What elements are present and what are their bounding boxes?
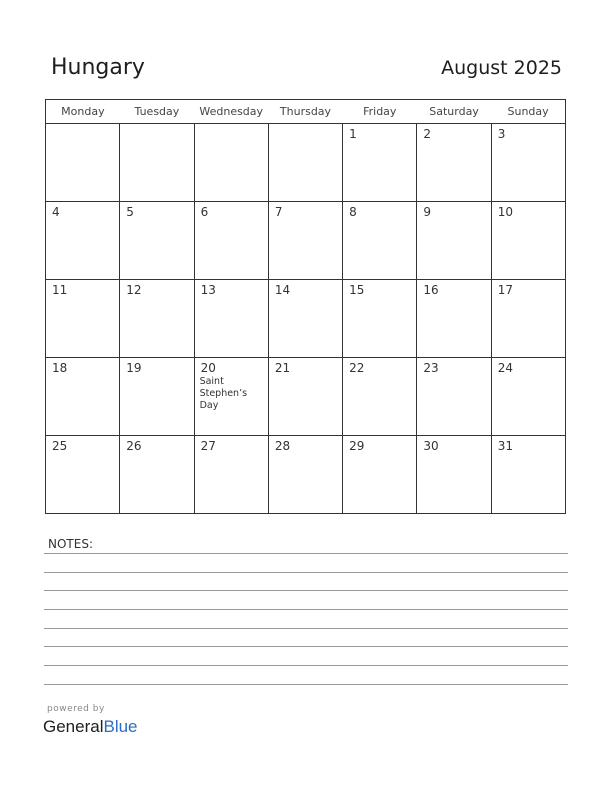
day-cell	[417, 436, 491, 514]
day-number: 10	[497, 205, 513, 219]
day-cell	[120, 436, 194, 514]
day-cell	[343, 436, 417, 514]
week-row	[46, 358, 566, 436]
day-number: 15	[349, 283, 365, 297]
day-cell	[194, 124, 268, 202]
day-number: 19	[126, 361, 142, 375]
notes-line	[44, 590, 568, 591]
day-cell	[46, 280, 120, 358]
brand-logo	[43, 717, 138, 737]
day-number: 5	[126, 205, 134, 219]
day-number: 27	[200, 439, 216, 453]
day-cell	[194, 436, 268, 514]
day-cell	[194, 358, 268, 436]
day-cell	[268, 436, 342, 514]
day-cell	[194, 202, 268, 280]
day-number: 4	[52, 205, 60, 219]
day-cell	[343, 280, 417, 358]
day-number: 21	[274, 361, 291, 375]
day-cell	[120, 280, 194, 358]
day-cell	[343, 124, 417, 202]
calendar-body	[46, 124, 566, 514]
notes-line	[44, 665, 568, 666]
day-cell	[268, 358, 342, 436]
day-cell	[491, 358, 565, 436]
notes-line	[44, 628, 568, 629]
weekday-sunday: Sunday	[491, 100, 565, 124]
holiday-label: Saint Stephen’s Day	[199, 376, 248, 411]
weekday-saturday: Saturday	[417, 100, 491, 124]
day-cell	[343, 358, 417, 436]
day-number: 3	[497, 127, 506, 141]
day-cell	[417, 280, 491, 358]
day-number: 13	[200, 283, 216, 297]
weekday-tuesday: Tuesday	[120, 100, 194, 124]
day-number: 30	[423, 439, 439, 453]
notes-line	[44, 684, 568, 685]
weekday-monday: Monday	[46, 100, 120, 124]
day-number: 7	[274, 205, 283, 219]
day-cell	[268, 202, 342, 280]
day-cell	[417, 124, 491, 202]
brand-general: General	[43, 717, 104, 736]
notes-line	[44, 553, 568, 554]
day-number: 9	[423, 205, 432, 219]
notes-line	[44, 609, 568, 610]
day-cell	[268, 280, 342, 358]
week-row	[46, 124, 566, 202]
day-cell	[194, 280, 268, 358]
day-number: 23	[423, 361, 439, 375]
day-cell	[491, 202, 565, 280]
day-number: 14	[274, 283, 291, 297]
day-number: 31	[497, 439, 513, 453]
notes-line	[44, 646, 568, 647]
day-number: 18	[52, 361, 68, 375]
day-cell	[46, 202, 120, 280]
day-cell	[268, 124, 342, 202]
day-number: 25	[52, 439, 68, 453]
day-number: 6	[200, 205, 209, 219]
day-cell	[120, 358, 194, 436]
week-row	[46, 202, 566, 280]
powered-by-text: powered by	[47, 704, 105, 714]
day-number: 2	[423, 127, 432, 141]
day-cell	[46, 124, 120, 202]
weekday-header-row	[46, 100, 566, 124]
day-number: 16	[423, 283, 439, 297]
day-cell	[343, 202, 417, 280]
weekday-thursday: Thursday	[268, 100, 342, 124]
day-number: 11	[52, 283, 68, 297]
week-row	[46, 436, 566, 514]
day-number: 24	[497, 361, 513, 375]
day-cell	[120, 202, 194, 280]
day-number: 22	[349, 361, 365, 375]
notes-label: NOTES:	[48, 537, 93, 551]
day-cell	[46, 436, 120, 514]
day-cell	[46, 358, 120, 436]
day-number: 28	[274, 439, 291, 453]
day-cell	[491, 124, 565, 202]
day-number: 26	[126, 439, 142, 453]
calendar-grid	[45, 99, 566, 514]
day-cell	[417, 358, 491, 436]
day-cell	[491, 280, 565, 358]
notes-line	[44, 572, 568, 573]
day-number: 12	[126, 283, 142, 297]
day-number: 20	[200, 361, 216, 375]
weekday-wednesday: Wednesday	[194, 100, 268, 124]
week-row	[46, 280, 566, 358]
day-cell	[491, 436, 565, 514]
brand-blue: Blue	[103, 717, 138, 736]
day-number: 1	[349, 127, 357, 141]
day-number: 29	[349, 439, 365, 453]
weekday-friday: Friday	[343, 100, 417, 124]
month-title: August 2025	[441, 57, 562, 79]
day-number: 17	[497, 283, 513, 297]
country-title: Hungary	[51, 55, 145, 80]
day-cell	[417, 202, 491, 280]
day-cell	[120, 124, 194, 202]
day-number: 8	[349, 205, 357, 219]
